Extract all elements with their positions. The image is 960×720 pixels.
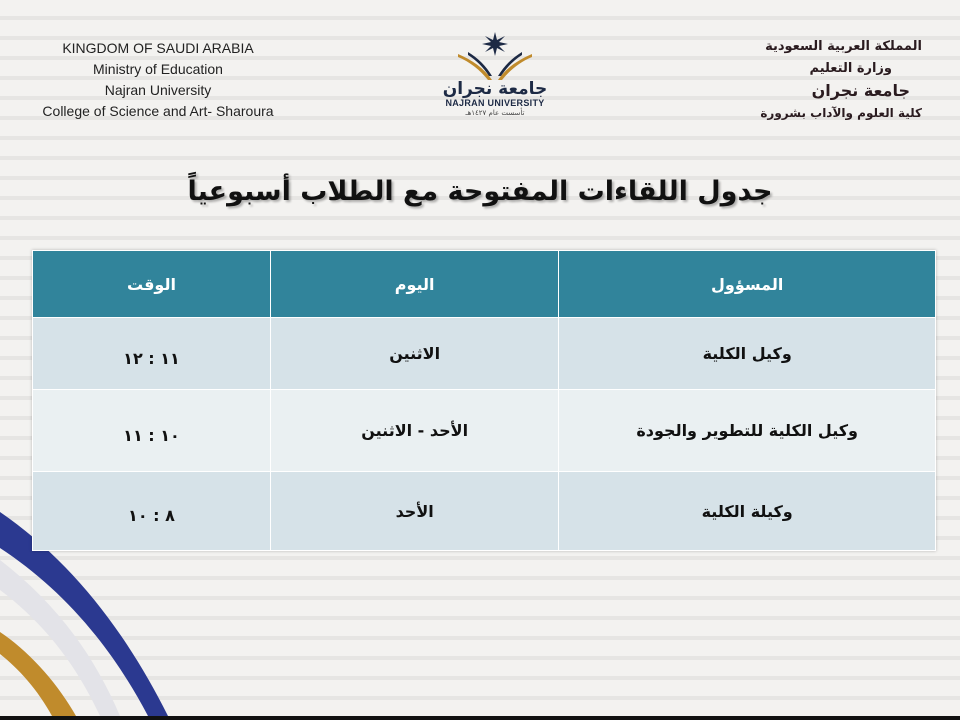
- header-english-line-4: College of Science and Art- Sharoura: [42, 103, 274, 119]
- header-english-line-3: Najran University: [104, 82, 212, 98]
- column-header-time: الوقت: [33, 251, 271, 318]
- logo-arabic-name: جامعة نجران: [442, 79, 548, 99]
- header-english-line-2: Ministry of Education: [93, 61, 223, 77]
- table-header-row: [33, 251, 936, 318]
- cell-responsible: وكيل الكلية: [559, 318, 936, 390]
- cell-time: ٨ : ١٠: [33, 472, 271, 551]
- cell-day: الاثنين: [270, 318, 558, 390]
- column-header-day: اليوم: [270, 251, 558, 318]
- table-row: [33, 472, 936, 551]
- logo-founded: تأسست عام ١٤٢٧هـ: [465, 109, 525, 117]
- cell-time: ١١ : ١٢: [33, 318, 271, 390]
- palm-star-icon: [450, 30, 540, 82]
- cell-day: الأحد - الاثنين: [270, 390, 558, 472]
- header-arabic-line-1: المملكة العربية السعودية: [765, 39, 922, 54]
- header-arabic-line-4: كلية العلوم والآداب بشرورة: [760, 106, 922, 120]
- page-title: جدول اللقاءات المفتوحة مع الطلاب أسبوعياً: [187, 176, 773, 207]
- cell-responsible: وكيلة الكلية: [559, 472, 936, 551]
- cell-day: الأحد: [270, 472, 558, 551]
- schedule-table: [32, 250, 936, 551]
- logo-english-name: NAJRAN UNIVERSITY: [445, 98, 545, 108]
- header-arabic-line-3: جامعة نجران: [811, 81, 910, 100]
- header-english: [38, 38, 278, 122]
- cell-responsible: وكيل الكلية للتطوير والجودة: [559, 390, 936, 472]
- table-row: [33, 318, 936, 390]
- header-english-line-1: KINGDOM OF SAUDI ARABIA: [62, 40, 254, 56]
- header-arabic-line-2: وزارة التعليم: [809, 61, 892, 76]
- cell-time: ١٠ : ١١: [33, 390, 271, 472]
- column-header-responsible: المسؤول: [559, 251, 936, 318]
- table-row: [33, 390, 936, 472]
- header-arabic: [722, 36, 922, 124]
- bottom-border: [0, 716, 960, 720]
- university-logo: [430, 30, 560, 130]
